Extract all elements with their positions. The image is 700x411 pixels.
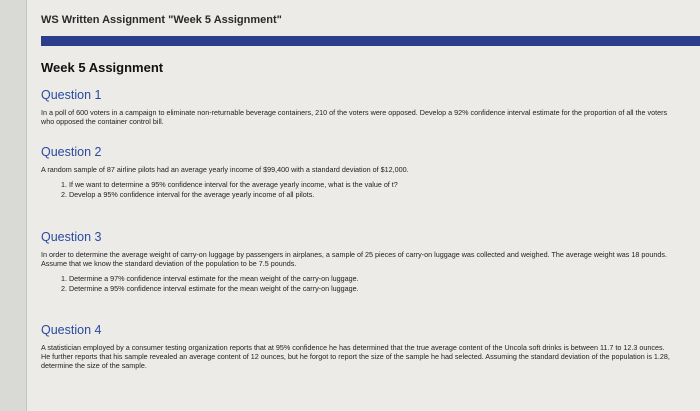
question-title: Question 1 <box>41 88 102 102</box>
question-sub-list <box>61 180 671 199</box>
list-item: 2. Develop a 95% confidence interval for the average yearly income of all pilots. <box>61 189 315 199</box>
question-3 <box>41 230 671 293</box>
list-item: 2. Determine a 95% confidence interval estimate for the mean weight of the carry-on luggage. <box>61 283 359 293</box>
header-accent-bar <box>41 36 700 46</box>
question-sub-list <box>61 274 671 293</box>
assignment-page <box>26 0 700 411</box>
question-text: In a poll of 600 voters in a campaign to eliminate non-returnable beverage containers, 210 of the voters were opposed. Develop a 92% confidence interval estimate for the proportion of all the voters who opposed the container control bill. <box>41 108 668 126</box>
assignment-title: Week 5 Assignment <box>41 60 164 75</box>
question-text: In order to determine the average weight of carry-on luggage by passengers in airplanes, a sample of 25 pieces of carry-on luggage was collected and weighed. The average weight was 18 pounds. Assume that we know the standard deviation of the population to be 7.5 pounds. <box>41 250 667 268</box>
question-title: Question 3 <box>41 230 102 244</box>
list-item: 1. Determine a 97% confidence interval estimate for the mean weight of the carry-on luggage. <box>61 274 359 283</box>
question-1 <box>41 88 671 126</box>
question-text: A statistician employed by a consumer testing organization reports that at 95% confidence he has determined that the true average content of the Uncola soft drinks is between 11.7 to 12.3 ounces. He further reports that his sample revealed an average content of 12 ounces, but he forgot to report the size of the sample he had selected. Assuming the standard deviation of the population is 1.28, determine the size of the sample. <box>41 343 670 370</box>
page-header-title: WS Written Assignment "Week 5 Assignment" <box>41 14 282 26</box>
question-2 <box>41 145 671 199</box>
question-title: Question 2 <box>41 145 102 159</box>
question-title: Question 4 <box>41 323 102 337</box>
list-item: 1. If we want to determine a 95% confidence interval for the average yearly income, what is the value of t? <box>61 180 398 189</box>
question-text: A random sample of 87 airline pilots had an average yearly income of $99,400 with a standard deviation of $12,000. <box>41 165 409 174</box>
question-4 <box>41 323 671 370</box>
